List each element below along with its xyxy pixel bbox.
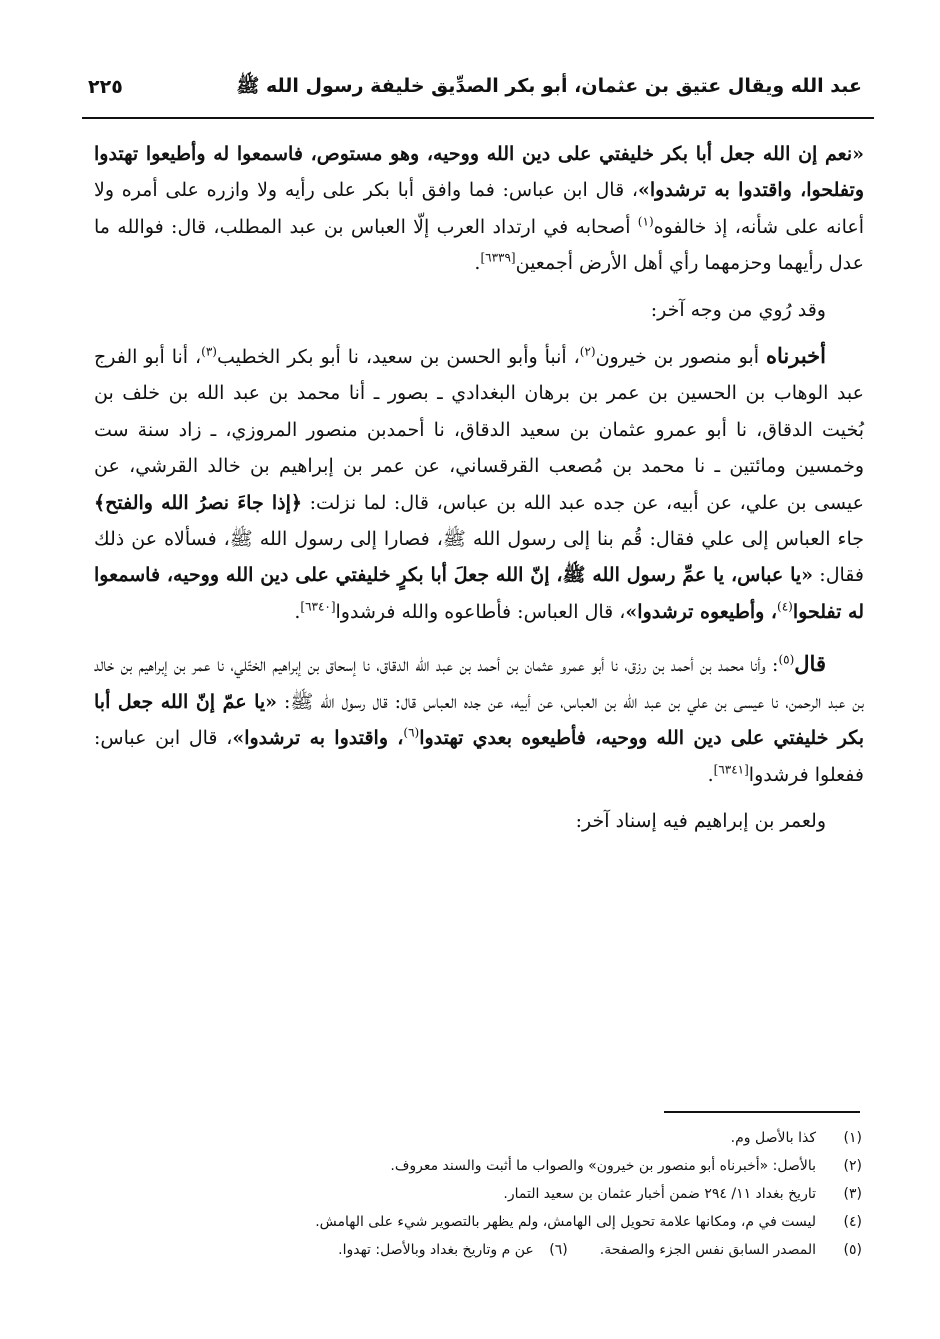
paragraph-1 <box>94 136 864 282</box>
text-span: ، قال ابن عباس: فما وافق أبا بكر على رأيه ولا وازره على أمره ولا أعانه على شأنه، إذ خالفوه <box>94 179 864 238</box>
footnote-marker[interactable]: (٥) <box>778 652 795 667</box>
footnote-text: تاريخ بغداد ١١/ ٢٩٤ ضمن أخبار عثمان بن سعيد التمار. <box>503 1186 816 1202</box>
footnote-3 <box>162 1180 862 1208</box>
text-span: جاء العباس إلى علي فقال: قُم بنا إلى رسول الله ﷺ، فصارا إلى رسول الله ﷺ، فسألاه عن ذلك فقال: <box>94 528 864 587</box>
footnote-text: عن م وتاريخ بغداد وبالأصل: تهدوا. <box>338 1242 534 1258</box>
footnote-marker[interactable]: (٢) <box>579 344 596 359</box>
footnote-5-and-6 <box>162 1236 862 1264</box>
footnote-text: بالأصل: «أخبرناه أبو منصور بن خيرون» والصواب ما أثبت والسند معروف. <box>390 1158 816 1174</box>
text-span: ، أنا أبو الفرج عبد الوهاب بن الحسين بن عمر بن برهان البغدادي ـ بصور ـ أنا محمد بن عبد الله بن خلف بن بُخيت الدقاق، نا أبو عمرو عثمان بن سعيد الدقاق، نا أحمدبن منصور المروزي، ـ زاد سنة ست وخمسين ومائتين ـ نا محمد بن مُصعب القرقساني، عن عمر بن إبراهيم بن خالد القرشي، عن عيسى بن علي، عن أبيه، عن جده عبد الله بن عباس، قال: لما نزلت: <box>94 346 864 514</box>
hadith-text: ، وأطيعوه ترشدوا» <box>625 600 778 623</box>
footnote-text: المصدر السابق نفس الجزء والصفحة. <box>599 1242 816 1258</box>
reference-number: [٦٣٤١] <box>713 762 749 777</box>
footnote-marker[interactable]: (١) <box>637 214 654 229</box>
lead-word: قال <box>794 651 826 677</box>
footnote-number: (٣) <box>843 1186 862 1202</box>
hadith-text: «يا عباس، يا عمِّ رسول الله ﷺ، إنّ الله جعلَ أبا بكرٍ خليفتي على دين الله ووحيه، فاسمعوا له تفلحوا <box>94 564 864 623</box>
paragraph-4 <box>94 646 864 793</box>
footnote-number: (٥) <box>843 1242 862 1258</box>
footnote-number: (٦) <box>549 1242 568 1258</box>
footnote-4 <box>162 1208 862 1236</box>
text-span: : وأنا محمد بن أحمد بن رزق، نا أبو عمرو عثمان بن أحمد بن عبد الله الدقاق، نا إسحاق بن إبراهيم الختّلي، نا عمر بن إبراهيم بن خالد بن عبد الرحمن، نا عيسى بن علي بن عبد الله بن العباس، عن أبيه، عن جده العباس قال: قال رسول الله ﷺ: <box>94 654 864 713</box>
header-rule <box>82 117 874 119</box>
reference-number: [٦٣٤٠] <box>300 599 336 614</box>
footnote-number: (٢) <box>843 1158 862 1174</box>
text-span: . <box>707 763 714 786</box>
footnote-marker[interactable]: (٤) <box>777 599 793 614</box>
paragraph-3 <box>94 338 864 630</box>
hadith-text: «نعم إن الله جعل أبا بكر خليفتي على دين الله ووحيه، وهو مستوص، فاسمعوا له وأطيعوا تهتدوا وتفلحوا، واقتدوا به ترشدوا» <box>94 143 864 202</box>
footnotes <box>162 1124 862 1264</box>
text-span: ، أنبأ وأبو الحسن بن سعيد، نا أبو بكر الخطيب <box>216 346 580 369</box>
text-span: أبو منصور بن خيرون <box>595 346 766 369</box>
main-text <box>94 136 864 839</box>
footnote-number: (٤) <box>843 1214 862 1230</box>
hadith-text: ، واقتدوا به ترشدوا» <box>232 727 404 750</box>
footnote-marker[interactable]: (٦) <box>403 725 420 740</box>
hadith-text: «يا عمّ إنّ الله جعل أبا بكر خليفتي على دين الله ووحيه، فأطيعوه بعدي تهتدوا <box>94 690 864 750</box>
footnote-number: (١) <box>843 1130 862 1146</box>
footnote-6 <box>338 1236 568 1264</box>
footnote-text: ليست في م، ومكانها علامة تحويل إلى الهامش، ولم يظهر بالتصوير شيء على الهامش. <box>315 1214 816 1230</box>
text-span: ، قال العباس: فأطاعوه والله فرشدوا <box>335 600 626 623</box>
text-span: أصحابه في ارتداد العرب إلّا العباس بن عبد المطلب، قال: فوالله ما عدل رأيهما وحزمهما رأي أهل الأرض أجمعين <box>94 215 864 275</box>
footnote-marker[interactable]: (٣) <box>201 344 217 359</box>
footnote-rule <box>664 1111 860 1113</box>
paragraph-5: ولعمر بن إبراهيم فيه إسناد آخر: <box>575 809 826 832</box>
running-title: عبد الله ويقال عتيق بن عثمان، أبو بكر الصدِّيق خليفة رسول الله ﷺ <box>236 75 862 97</box>
text-span: ، قال ابن عباس: ففعلوا فرشدوا <box>94 727 864 786</box>
footnote-1 <box>162 1124 862 1152</box>
quran-quote: ﴿إذا جاءَ نصرُ الله والفتح﴾ <box>94 491 303 514</box>
footnote-2 <box>162 1152 862 1180</box>
text-span: . <box>474 252 481 275</box>
text-span: . <box>294 600 301 623</box>
reference-number: [٦٣٣٩] <box>480 250 516 265</box>
paragraph-2: وقد رُوي من وجه آخر: <box>650 298 826 321</box>
page-number: ٢٢٥ <box>88 76 123 98</box>
footnote-text: كذا بالأصل وم. <box>730 1130 816 1146</box>
running-header <box>88 70 862 106</box>
lead-word: أخبرناه <box>766 343 826 369</box>
